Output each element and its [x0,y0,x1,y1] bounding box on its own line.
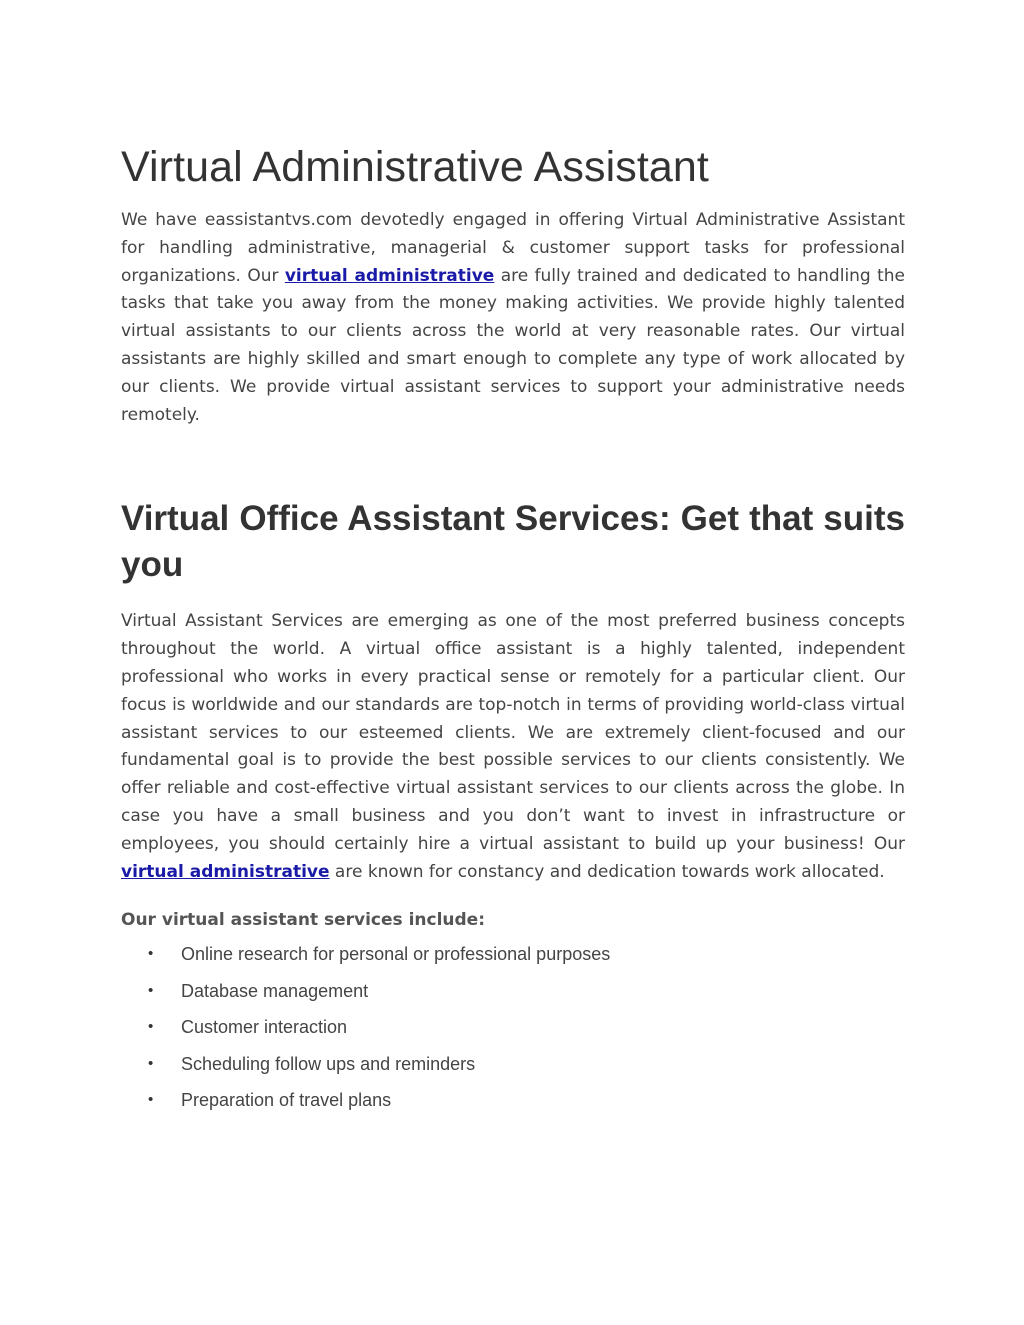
list-item [121,1015,905,1039]
bullet-icon: • [148,1018,154,1036]
list-item [121,942,905,966]
page-title: Virtual Administrative Assistant [121,143,709,191]
list-item-label: Database management [181,980,369,1001]
bullet-icon: • [148,1091,154,1109]
virtual-administrative-link-2[interactable]: virtual administrative [121,861,330,882]
services-list [121,942,905,1112]
bullet-icon: • [148,1054,154,1072]
services-text-start: Virtual Assistant Services are emerging as one of the most preferred business concepts throughout the world. A virtual office assistant is a highly talented, independent professional who works in every practical sense or remotely for a particular client. Our focus is worldwide and our standards are top-notch in terms of providing world-class virtual assistant services to our esteemed clients. We are extremely client-focused and our fundamental goal is to provide the best possible services to our clients consistently. We offer reliable and cost-effective virtual assistant services to our clients across the globe. In case you have a small business and you don’t want to invest in infrastructure or employees, you should certainly hire a virtual assistant to build up your business! Our [121,611,905,854]
list-item-label: Preparation of travel plans [181,1090,392,1111]
services-subheading: Our virtual assistant services include: [121,910,486,931]
bullet-icon: • [148,981,154,999]
virtual-administrative-link[interactable]: virtual administrative [284,265,495,286]
services-paragraph [121,608,905,886]
list-item [121,1088,905,1112]
document-page [121,138,905,1125]
list-item-label: Customer interaction [181,1017,348,1038]
intro-text-end: are fully trained and dedicated to handling the tasks that take you away from the money making activities. We provide highly talented virtual assistants to our clients across the world at very reasonable rates. Our virtual assistants are highly skilled and smart enough to complete any type of work allocated by our clients. We provide virtual assistant services to support your administrative needs remotely. [121,265,905,425]
intro-text-start: We have eassistantvs.com devotedly engaged in offering Virtual Administrative Assistant for handling administrative, managerial & customer support tasks for professional organizations. Our [121,210,905,286]
intro-paragraph [121,207,905,429]
services-text-end: are known for constancy and dedication towards work allocated. [329,861,885,882]
list-item [121,1052,905,1076]
list-item-label: Online research for personal or professional purposes [181,944,611,965]
list-item-label: Scheduling follow ups and reminders [181,1053,476,1074]
list-item [121,979,905,1003]
section-heading: Virtual Office Assistant Services: Get that suits you [121,499,905,585]
bullet-icon: • [148,945,154,963]
